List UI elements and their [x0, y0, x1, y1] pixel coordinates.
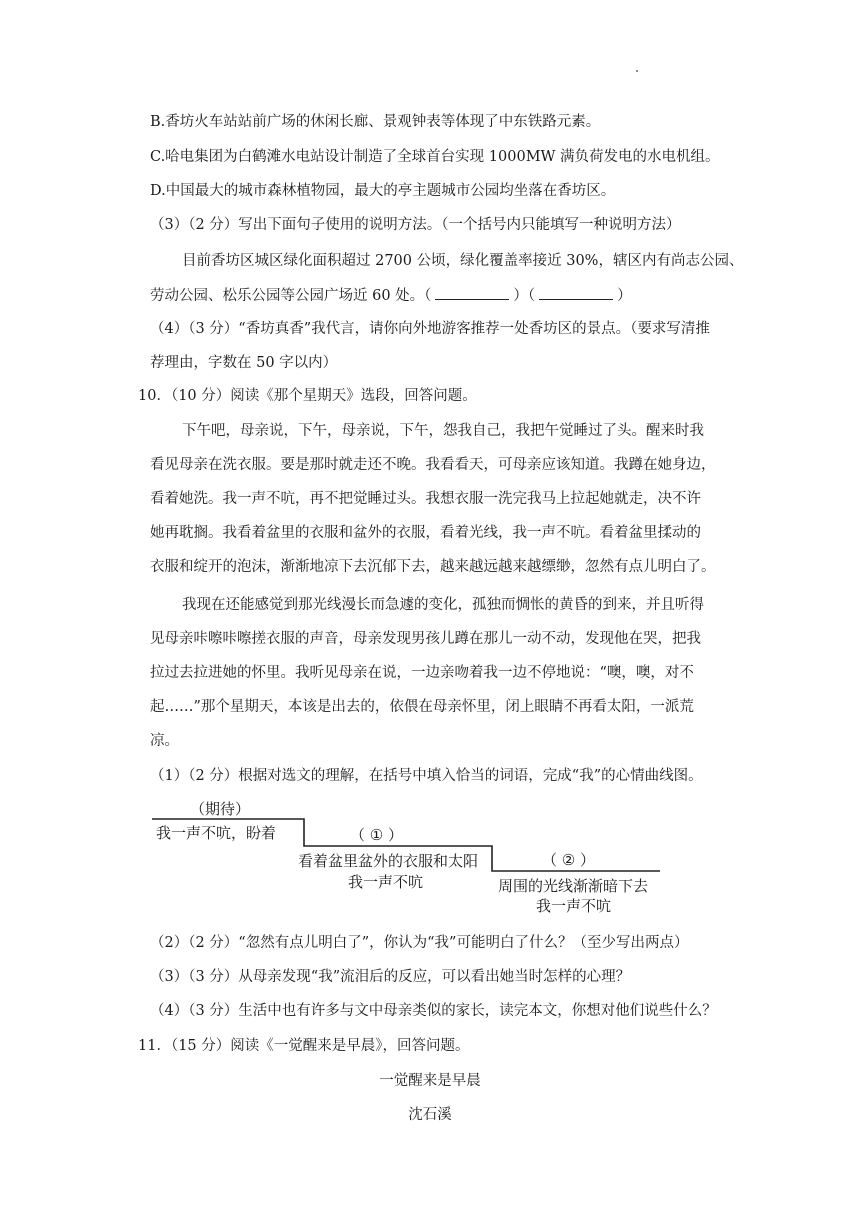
step2-mood-blank[interactable]: （ ① ） [350, 826, 403, 844]
mood-curve-diagram [150, 796, 670, 918]
bracket-sep: ）（ [513, 288, 536, 304]
option-d: D.中国最大的城市森林植物园，最大的亭主题城市公园均坐落在香坊区。 [150, 183, 616, 199]
step3-text-line2: 我一声不吭 [536, 897, 612, 915]
question-11-heading: 11．（15 分）阅读《一觉醒来是早晨》，回答问题。 [138, 1038, 470, 1054]
question-4-line2: 荐理由，字数在 50 字以内） [150, 355, 338, 371]
passage-p2-line2: 见母亲咔嚓咔嚓搓衣服的声音，母亲发现男孩儿蹲在那儿一动不动，发现他在哭，把我 [150, 631, 701, 647]
passage-p1-line5: 衣服和绽开的泡沫，渐渐地凉下去沉郁下去，越来越远越来越缥缈，忽然有点儿明白了。 [150, 559, 716, 575]
question-4-line1: （4）（3 分）“香坊真香”我代言，请你向外地游客推荐一处香坊区的景点。（要求写清推 [150, 321, 710, 337]
step3-text-line1: 周围的光线渐渐暗下去 [498, 877, 649, 895]
passage-p2-line3: 拉过去拉进她的怀里。我听见母亲在说，一边亲吻着我一边不停地说：“噢，噢，对不 [150, 665, 694, 681]
sub-question-1: （1）（2 分）根据对选文的理解，在括号中填入恰当的词语，完成“我”的心情曲线图。 [150, 768, 703, 784]
bracket-close: ） [617, 288, 632, 304]
passage-p1-line4: 她再耽搁。我看着盆里的衣服和盆外的衣服，看着光线，我一声不吭。看着盆里揉动的 [150, 525, 701, 541]
question-3-sentence-line2 [150, 285, 632, 306]
poem-title: 一觉醒来是早晨 [379, 1073, 481, 1089]
sub-question-4: （4）（3 分）生活中也有许多与文中母亲类似的家长，读完本文，你想对他们说些什么？ [150, 1003, 717, 1019]
sentence-text: 劳动公园、松乐公园等公园广场近 60 处。（ [150, 288, 432, 304]
step1-text: 我一声不吭，盼着 [156, 824, 277, 842]
answer-blank-1[interactable] [435, 285, 509, 300]
passage-p1-line1: 下午吧，母亲说，下午，母亲说，下午，怨我自己，我把午觉睡过了头。醒来时我 [182, 423, 704, 439]
step1-mood: （期待） [190, 800, 251, 818]
question-3: （3）（2 分）写出下面句子使用的说明方法。（一个括号内只能填写一种说明方法） [150, 217, 681, 233]
speck [636, 70, 638, 72]
step2-text-line2: 我一声不吭 [348, 873, 424, 891]
question-3-sentence-line1: 目前香坊区城区绿化面积超过 2700 公顷，绿化覆盖率接近 30%，辖区内有尚志公园、 [182, 253, 744, 269]
passage-p1-line2: 看见母亲在洗衣服。要是那时就走还不晚。我看看天，可母亲应该知道。我蹲在她身边， [150, 457, 716, 473]
passage-p1-line3: 看着她洗。我一声不吭，再不把觉睡过头。我想衣服一洗完我马上拉起她就走，决不许 [150, 491, 701, 507]
option-b: B.香坊火车站站前广场的休闲长廊、景观钟表等体现了中东铁路元素。 [150, 114, 601, 130]
option-c: C.哈电集团为白鹤滩水电站设计制造了全球首台实现 1000MW 满负荷发电的水电机组。 [150, 149, 720, 165]
passage-p2-line5: 凉。 [150, 733, 179, 749]
question-10-heading: 10．（10 分）阅读《那个星期天》选段，回答问题。 [138, 388, 477, 404]
sub-question-2: （2）（2 分）“忽然有点儿明白了”，你认为“我”可能明白了什么？（至少写出两点） [150, 935, 689, 951]
step2-text-line1: 看着盆里盆外的衣服和太阳 [298, 852, 479, 870]
answer-blank-2[interactable] [539, 285, 613, 300]
sub-question-3: （3）（3 分）从母亲发现“我”流泪后的反应，可以看出她当时怎样的心理？ [150, 969, 631, 985]
passage-p2-line4: 起……”那个星期天，本该是出去的，依偎在母亲怀里，闭上眼睛不再看太阳，一派荒 [150, 699, 694, 715]
passage-p2-line1: 我现在还能感觉到那光线漫长而急遽的变化，孤独而惆怅的黄昏的到来，并且听得 [182, 597, 704, 613]
poem-author: 沈石溪 [408, 1107, 452, 1123]
step3-mood-blank[interactable]: （ ② ） [542, 851, 595, 869]
